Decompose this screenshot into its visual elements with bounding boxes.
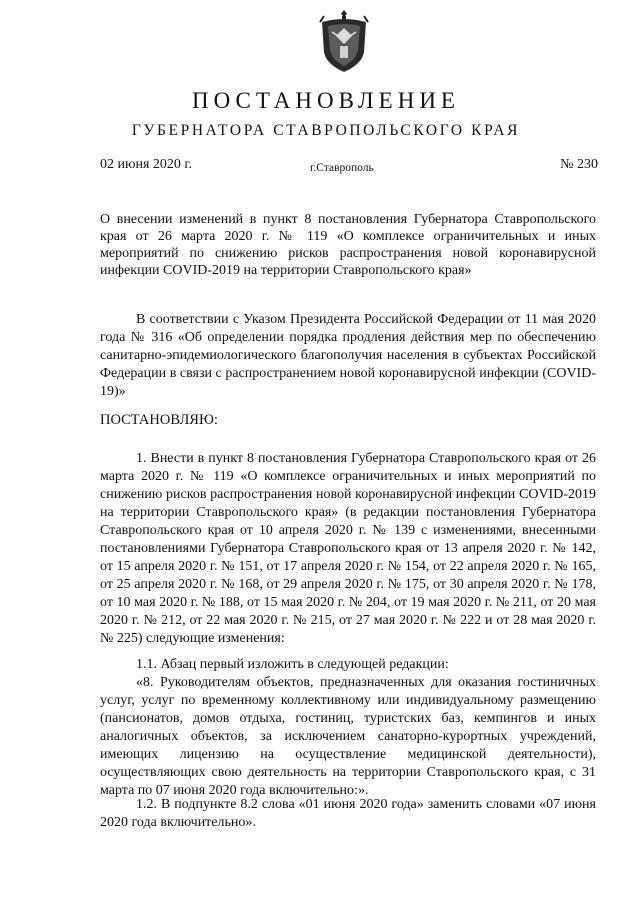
item-1-paragraph: 1. Внести в пункт 8 постановления Губернатора Ставропольского края от 26 марта 2020 г. № 119 «О комплексе ограничительных и иных мероприятий по снижению рисков распространения новой коронавирусной инфекции COVID-2019 на территории Ставропольского края» (в редакции постановления Губернатора Ставропольского края от 10 апреля 2020 г. № 139 с изменениями, внесенными постановлениями Губернатора Ставропольского края от 13 апреля 2020 г. № 142, от 15 апреля 2020 г. № 151, от 17 апреля 2020 г. № 154, от 22 апреля 2020 г. № 165, от 25 апреля 2020 г. № 168, от 29 апреля 2020 г. № 175, от 30 апреля 2020 г. № 178, от 10 мая 2020 г. № 188, от 15 мая 2020 г. № 204, от 19 мая 2020 г. № 211, от 20 мая 2020 г. № 212, от 22 мая 2020 г. № 215, от 27 мая 2020 г. № 222 и от 28 мая 2020 г. № 225) следующие изменения: [100, 451, 596, 646]
document-number: № 230 [560, 157, 598, 172]
item-1-2-paragraph: 1.2. В подпункте 8.2 слова «01 июня 2020 года» заменить словами «07 июня 2020 года включительно». [100, 797, 596, 830]
preamble-paragraph: В соответствии с Указом Президента Российской Федерации от 11 мая 2020 года № 316 «Об определении порядка продления действия мер по обеспечению санитарно-эпидемиологического благополучия населения в субъектах Российской Федерации в связи с распространением новой коронавирусной инфекции (COVID-19)» [100, 312, 596, 399]
document-date: 02 июня 2020 г. [100, 157, 193, 172]
coat-of-arms-icon [318, 8, 370, 74]
item-1-1-paragraph: 1.1. Абзац первый изложить в следующей редакции: [136, 657, 449, 672]
decree-heading: ПОСТАНОВЛЯЮ: [100, 412, 218, 428]
quoted-amendment-paragraph: «8. Руководителям объектов, предназначенных для оказания гостиничных услуг, услуг по временному коллективному или индивидуальному размещению (пансионатов, домов отдыха, гостиниц, туристских баз, кемпингов и иных аналогичных объектов, за исключением санаторно-курортных учреждений, имеющих лицензию на осуществление медицинской деятельности), осуществляющих свою деятельность на территории Ставропольского края, с 31 марта по 07 июня 2020 года включительно:». [100, 675, 596, 798]
document-caption: О внесении изменений в пункт 8 постановления Губернатора Ставропольского края от 26 марта 2020 г. № 119 «О комплексе ограничительных и иных мероприятий по снижению рисков распространения новой коронавирусной инфекции COVID-2019 на территории Ставропольского края» [100, 212, 596, 278]
document-title: ПОСТАНОВЛЕНИЕ [192, 88, 460, 113]
document-city: г.Ставрополь [310, 162, 374, 174]
document-subtitle: ГУБЕРНАТОРА СТАВРОПОЛЬСКОГО КРАЯ [131, 122, 521, 139]
